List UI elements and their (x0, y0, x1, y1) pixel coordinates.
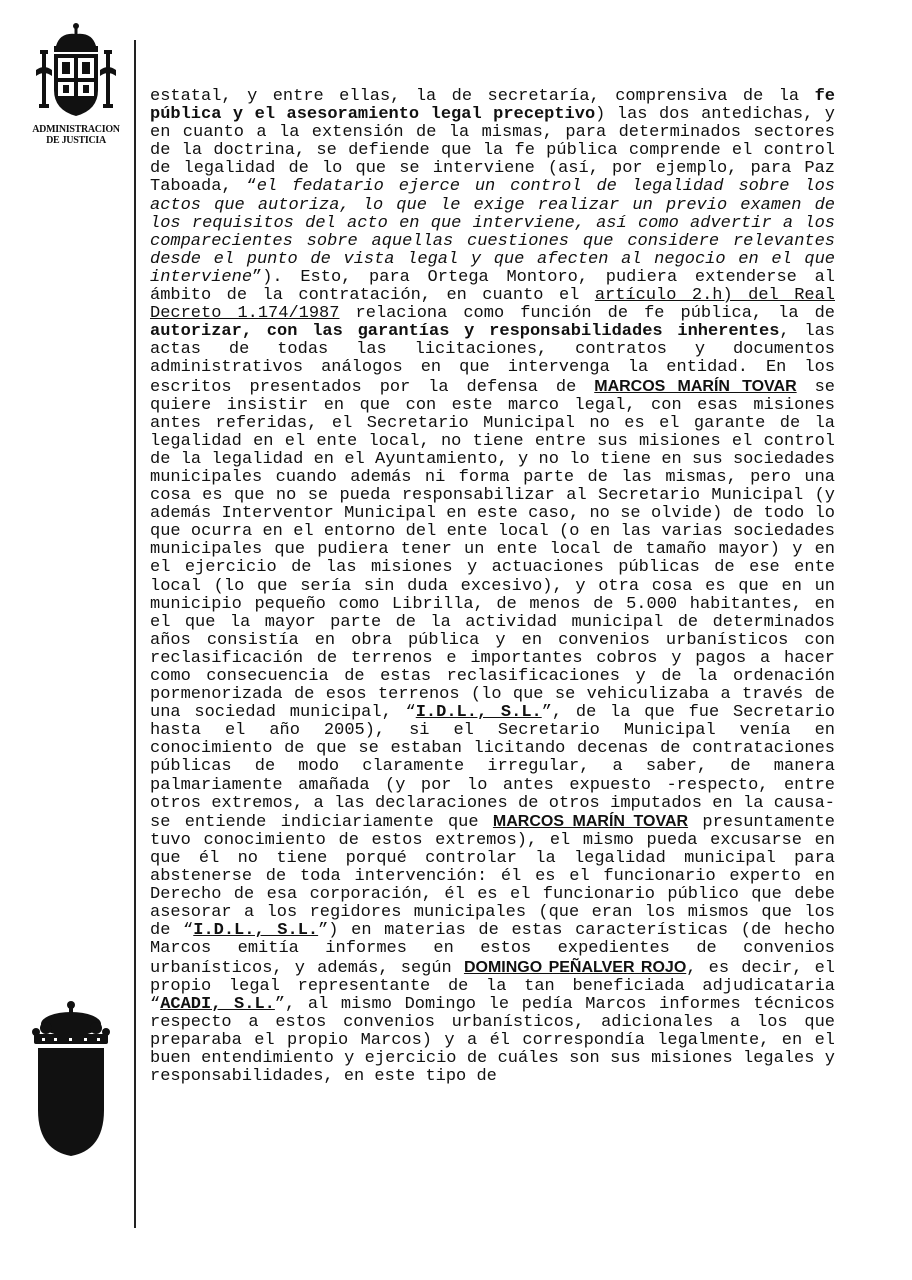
bold-phrase: fe pública y el asesoramiento legal preceptivo (150, 87, 835, 125)
company-name: ACADI, S.L. (160, 994, 275, 1014)
text-segment: , es decir, el propio legal representante de la tan beneficiada adjudicataria “ (150, 958, 835, 1014)
text-segment: se quiere insistir en que con este marco legal, con esas misiones antes referidas, el Secretario Municipal no es el garante de la legalidad en el ente local, no tiene entre sus misiones el control de la legalidad en el Ayuntamiento, y no lo tiene en sus sociedades municipales cuando además ni forma parte de las mismas, pero una cosa es que no se pueda responsabilizar al Secretario Municipal (y además Interventor Municipal en este caso, no se olvide) de todo lo que ocurra en el entorno del ente local (o en las varias sociedades municipales que pudiera tener un ente local de tamaño mayor) y en el ejercicio de las misiones y actuaciones públicas de ese ente local (lo que sería sin duda excesivo), y otra cosa es que en un municipio pequeño como Librilla, de menos de 5.000 habitantes, en el que la mayor parte de la actividad municipal de determinados años consistía en obra pública y en convenios urbanísticos con reclasificación de terrenos e importantes cobros y pagos a hacer como consecuencia de estas reclasificaciones y de la ordenación pormenorizada de esos terrenos (lo que se vehiculizaba a través de una sociedad municipal, “ (150, 377, 835, 723)
justice-emblem (22, 20, 130, 146)
emblem-caption-line2: DE JUSTICIA (46, 135, 106, 146)
emblem-caption-line1: ADMINISTRACION (32, 124, 120, 135)
bold-phrase: autorizar, con las garantías y responsabilidades inherentes (150, 322, 780, 342)
text-segment: ) las dos antedichas, y en cuanto a la extensión de la mismas, para determinados sectores de la doctrina, se defiende que la fe pública comprende el control de legalidad de lo que se interviene (así, por ejemplo, para Paz Taboada, “ (150, 105, 836, 197)
person-name: MARCOS MARÍN TOVAR (594, 377, 797, 395)
text-segment: ”, al mismo Domingo le pedía Marcos informes técnicos respecto a estos convenios urbanísticos, adicionales a los que preparaba el propio Marcos) y a él correspondía legalmente, en el buen entendimiento y ejercicio de cuáles son sus misiones legales y responsabilidades, en este tipo de (150, 994, 835, 1087)
paragraph (150, 88, 835, 1086)
text-segment: ”, de la que fue Secretario hasta el año 2005), si el Secretario Municipal venía en conocimiento de que se estaban licitando decenas de contrataciones públicas de modo claramente irregular, a saber, de manera palmariamente amañada (y por lo antes expuesto -respecto, entre otros extremos, a las declaraciones de otros imputados en la causa-se entiende indiciariamente que (150, 703, 835, 832)
person-name: DOMINGO PEÑALVER ROJO (463, 958, 687, 976)
text-segment: estatal, y entre ellas, la de secretaría, comprensiva de la (150, 87, 815, 106)
margin-rule (134, 40, 136, 1228)
municipal-crest-icon (28, 1000, 114, 1160)
company-name: I.D.L., S.L. (193, 921, 319, 941)
person-name: MARCOS MARÍN TOVAR (492, 812, 689, 830)
legal-reference: artículo 2.h) del Real Decreto 1.174/1987 (150, 286, 835, 324)
municipal-emblem (28, 1000, 116, 1165)
coat-of-arms-icon (34, 20, 118, 120)
company-name: I.D.L., S.L. (415, 703, 542, 723)
text-segment: ”). Esto, para Ortega Montoro, pudiera extenderse al ámbito de la contratación, en cuanto el (150, 267, 835, 306)
italic-quote: el fedatario ejerce un control de legalidad sobre los actos que autoriza, lo que le exige realizar un previo examen de los requisitos del acto en que interviene, así como advertir a los comparecientes sobre aquellas cuestiones que considere relevantes desde el punto de vista legal y que afecten al negocio en el que interviene (150, 177, 835, 287)
document-body (150, 88, 835, 1086)
text-segment: presuntamente tuvo conocimiento de estos extremos), el mismo pueda excusarse en que él no tiene porqué controlar la legalidad municipal para abstenerse de toda intervención: él es el funcionario experto en Derecho de esa corporación, él es el funcionario público que debe asesorar a los regidores municipales (que eran los mismos que los de “ (150, 812, 836, 941)
text-segment: ”) en materias de estas características (de hecho Marcos emitía informes en estos expedientes de convenios urbanísticos, y además, según (150, 921, 836, 978)
text-segment: relaciona como función de fe pública, la de (339, 304, 835, 324)
text-segment: , las actas de todas las licitaciones, contratos y documentos administrativos análogos en que intervenga la entidad. En los escritos presentados por la defensa de (150, 322, 835, 397)
